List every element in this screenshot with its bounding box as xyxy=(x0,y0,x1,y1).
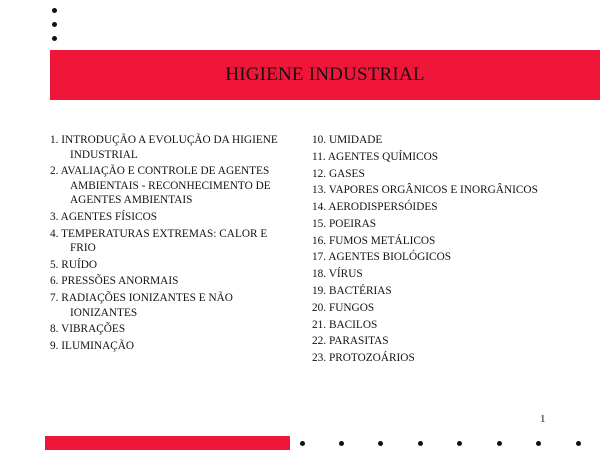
list-item: 18. VÍRUS xyxy=(312,268,363,281)
list-item: 20. FUNGOS xyxy=(312,301,375,314)
list-item: 15. POEIRAS xyxy=(312,217,377,230)
list-item: 5. RUÍDO xyxy=(50,258,98,271)
list-item: 23. PROTOZOÁRIOS xyxy=(312,352,415,365)
list-item: 4. TEMPERATURAS EXTREMAS: CALOR E FRIO xyxy=(50,227,268,255)
decorative-dot-11 xyxy=(576,441,581,446)
list-item: 1. INTRODUÇÃO A EVOLUÇÃO DA HIGIENE INDUSTRIAL xyxy=(50,134,278,161)
decorative-dot-3 xyxy=(52,36,57,41)
list-item: 17. AGENTES BIOLÓGICOS xyxy=(312,251,452,264)
footer-bar xyxy=(45,436,290,450)
topic-list-left xyxy=(50,133,295,355)
decorative-dot-4 xyxy=(300,441,305,446)
list-item: 12. GASES xyxy=(312,167,365,180)
decorative-dot-5 xyxy=(339,441,344,446)
list-item: 14. AERODISPERSÓIDES xyxy=(312,201,438,214)
list-item: 22. PARASITAS xyxy=(312,335,389,348)
page-number: 1 xyxy=(540,413,546,425)
decorative-dot-8 xyxy=(457,441,462,446)
decorative-dot-1 xyxy=(52,8,57,13)
list-item: 10. UMIDADE xyxy=(312,134,383,146)
list-item: 7. RADIAÇÕES IONIZANTES E NÃO IONIZANTES xyxy=(50,291,233,319)
decorative-dot-9 xyxy=(497,441,502,446)
list-item: 9. ILUMINAÇÃO xyxy=(50,339,135,352)
decorative-dot-6 xyxy=(378,441,383,446)
slide-title: HIGIENE INDUSTRIAL xyxy=(225,64,425,85)
decorative-dot-10 xyxy=(536,441,541,446)
list-item: 21. BACILOS xyxy=(312,318,378,331)
list-item: 19. BACTÉRIAS xyxy=(312,285,392,298)
list-item: 11. AGENTES QUÍMICOS xyxy=(312,150,439,163)
decorative-dot-7 xyxy=(418,441,423,446)
list-item: 3. AGENTES FÍSICOS xyxy=(50,210,158,223)
list-item: 6. PRESSÕES ANORMAIS xyxy=(50,275,179,288)
list-item: 8. VIBRAÇÕES xyxy=(50,323,126,336)
decorative-dot-2 xyxy=(52,22,57,27)
list-item: 13. VAPORES ORGÂNICOS E INORGÂNICOS xyxy=(312,184,538,197)
topic-list-right xyxy=(312,133,592,368)
list-item: 16. FUMOS METÁLICOS xyxy=(312,234,436,247)
list-item: 2. AVALIAÇÃO E CONTROLE DE AGENTES AMBIENTAIS - RECONHECIMENTO DE AGENTES AMBIENTAIS xyxy=(50,165,271,207)
title-bar xyxy=(50,50,600,100)
